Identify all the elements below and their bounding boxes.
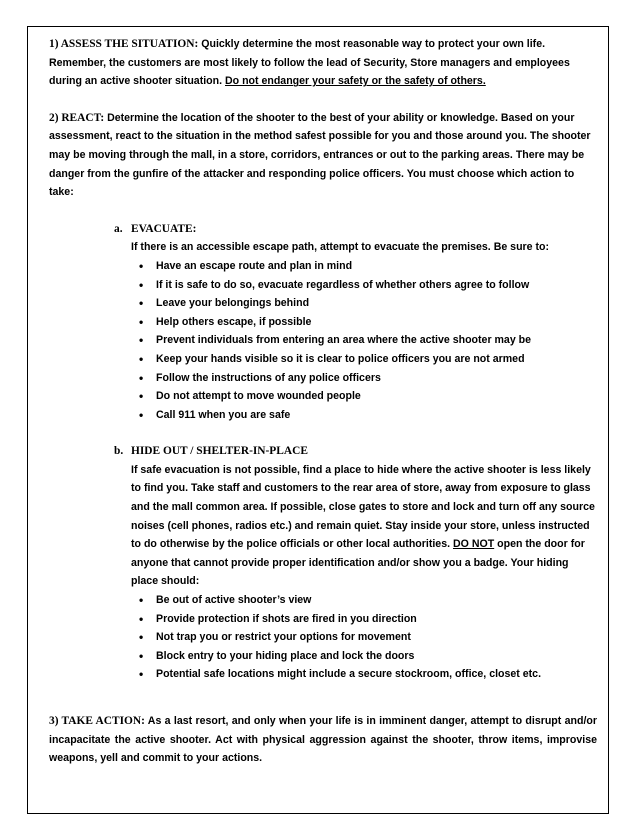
list-item: • Have an escape route and plan in mind bbox=[139, 257, 597, 276]
section-assess bbox=[49, 35, 597, 91]
subsection-hideout-text: If safe evacuation is not possible, find a place to hide where the active shooter is less likely to find you. Take staff and customers to the rear area of store, away from exposure to glass and the mall common area. If possible, close gates to store and lock and turn off any source noises (cell phones, radios etc.) and remain quiet. Stay inside your store, unless instructed to do otherwise by the police officials or other local authorities. DO NOT open the door for anyone that cannot provide proper identification and/or show you a badge. Your hiding place should: bbox=[131, 463, 595, 588]
list-item: • Potential safe locations might include a secure stockroom, office, closet etc. bbox=[139, 665, 597, 684]
do-not-emphasis: DO NOT bbox=[452, 538, 495, 551]
section-assess-text: Quickly determine the most reasonable way to protect your own life. Remember, the customers are most likely to follow the lead of Security, Store managers and employees during an active shooter situation. bbox=[49, 38, 570, 88]
hideout-list bbox=[131, 591, 597, 684]
list-item: • Leave your belongings behind bbox=[139, 294, 597, 313]
evacuate-list bbox=[131, 257, 597, 424]
subsection-evacuate-intro: If there is an accessible escape path, attempt to evacuate the premises. Be sure to: bbox=[131, 241, 550, 254]
list-item: • Follow the instructions of any police officers bbox=[139, 369, 597, 388]
list-item: • Call 911 when you are safe bbox=[139, 406, 597, 425]
document-body bbox=[49, 35, 597, 768]
subsection-hideout bbox=[114, 442, 597, 684]
list-item: • Block entry to your hiding place and lock the doors bbox=[139, 647, 597, 666]
list-item: • Keep your hands visible so it is clear to police officers you are not armed bbox=[139, 350, 597, 369]
subsection-hideout-title: b. HIDE OUT / SHELTER-IN-PLACE bbox=[114, 445, 308, 458]
list-item: • Prevent individuals from entering an area where the active shooter may be bbox=[139, 331, 597, 350]
section-assess-heading: 1) ASSESS THE SITUATION: bbox=[49, 38, 199, 50]
list-item: • Not trap you or restrict your options for movement bbox=[139, 628, 597, 647]
section-react bbox=[49, 109, 597, 202]
list-item: • Help others escape, if possible bbox=[139, 313, 597, 332]
section-assess-warning: Do not endanger your safety or the safety of others. bbox=[225, 75, 486, 88]
list-item: • Do not attempt to move wounded people bbox=[139, 387, 597, 406]
section-take-action bbox=[49, 712, 597, 768]
list-item: • Provide protection if shots are fired in you direction bbox=[139, 610, 597, 629]
section-react-text: Determine the location of the shooter to the best of your ability or knowledge. Based on your assessment, react to the situation in the method safest possible for you and those around you. The shooter may be moving through the mall, in a store, corridors, entrances or out to the parking areas. There may be danger from the gunfire of the attacker and responding police officers. You must choose which action to take: bbox=[49, 111, 591, 199]
section-take-action-text: As a last resort, and only when your life is in imminent danger, attempt to disrupt and/or incapacitate the active shooter. Act with physical aggression against the shooter, throw items, improvise weapons, yell and commit to your actions. bbox=[49, 715, 597, 765]
list-item: • Be out of active shooter’s view bbox=[139, 591, 597, 610]
list-item: • If it is safe to do so, evacuate regardless of whether others agree to follow bbox=[139, 276, 597, 295]
subsection-evacuate-title: a. EVACUATE: bbox=[114, 222, 197, 235]
section-react-heading: 2) REACT: bbox=[49, 111, 105, 124]
subsection-evacuate bbox=[114, 220, 597, 425]
section-take-action-heading: 3) TAKE ACTION: bbox=[49, 715, 145, 727]
